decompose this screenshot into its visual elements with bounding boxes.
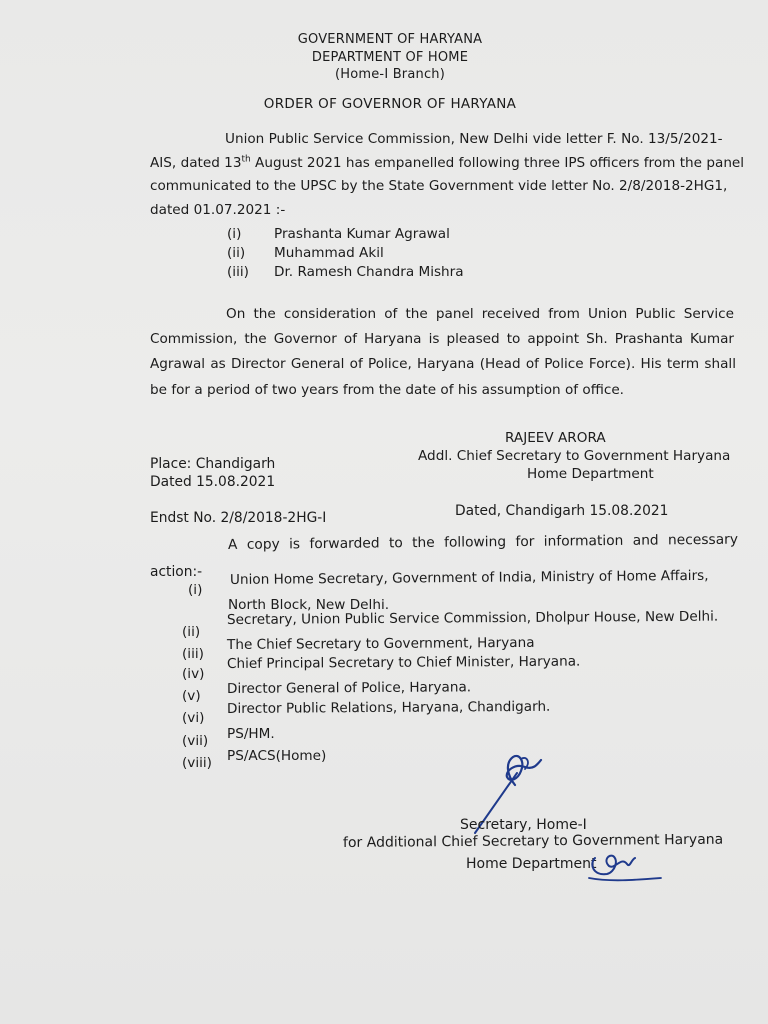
recipient-text: Chief Principal Secretary to Chief Minister, Haryana.	[226, 653, 581, 672]
order-title: ORDER OF GOVERNOR OF HARYANA	[263, 96, 517, 112]
recipient-num: (vi)	[182, 710, 205, 726]
place-line: Place: Chandigarh	[150, 456, 276, 472]
footer-sign-title: Secretary, Home-I	[460, 817, 587, 833]
footer-sign-department: Home Department	[466, 856, 597, 872]
endst-number: Endst No. 2/8/2018-2HG-I	[150, 510, 327, 526]
recipient-num: (iii)	[182, 646, 204, 662]
para2-line2: Commission, the Governor of Haryana is pleased to appoint Sh. Prashanta Kumar	[150, 331, 734, 347]
officer-name: Dr. Ramesh Chandra Mishra	[274, 264, 464, 280]
para1-line2-b: August 2021 has empanelled following three IPS officers from the panel	[250, 155, 745, 171]
dated-line: Dated 15.08.2021	[150, 474, 276, 490]
officer-num: (iii)	[227, 264, 249, 280]
recipient-num: (i)	[188, 582, 203, 598]
para1-line2	[150, 155, 744, 171]
copy-para-line2: action:-	[150, 564, 203, 580]
officer-name: Muhammad Akil	[274, 245, 384, 261]
recipient-num: (ii)	[182, 624, 201, 640]
recipient-num: (v)	[182, 688, 201, 704]
recipient-text: Secretary, Union Public Service Commission, Dholpur House, New Delhi.	[226, 608, 719, 628]
para2-line4: be for a period of two years from the date of his assumption of office.	[150, 382, 625, 398]
officer-num: (i)	[227, 226, 242, 242]
recipient-text: Union Home Secretary, Government of India, Ministry of Home Affairs,	[229, 567, 709, 588]
initials-signature	[585, 846, 665, 886]
footer-sign-for: for Additional Chief Secretary to Government Haryana	[342, 831, 724, 851]
header-branch: (Home-I Branch)	[334, 67, 446, 82]
para2-line3: Agrawal as Director General of Police, Haryana (Head of Police Force). His term shall	[150, 356, 736, 372]
signatory-department: Home Department	[527, 466, 654, 482]
header-government: GOVERNMENT OF HARYANA	[297, 32, 483, 47]
para1-line4: dated 01.07.2021 :-	[150, 202, 286, 218]
para1-line3: communicated to the UPSC by the State Government vide letter No. 2/8/2018-2HG1,	[150, 178, 728, 194]
recipient-text-cont: North Block, New Delhi.	[228, 597, 390, 613]
para1-line1: Union Public Service Commission, New Delhi vide letter F. No. 13/5/2021-	[225, 131, 723, 147]
recipient-num: (iv)	[182, 666, 205, 682]
endst-dated: Dated, Chandigarh 15.08.2021	[455, 503, 669, 519]
para1-line2-a: AIS, dated 13	[150, 155, 242, 171]
officer-num: (ii)	[227, 245, 246, 261]
copy-para-line1: A copy is forwarded to the following for information and necessary	[227, 531, 739, 553]
signatory-name: RAJEEV ARORA	[505, 430, 606, 446]
para1-line2-sup: th	[241, 154, 251, 165]
recipient-text: PS/ACS(Home)	[227, 748, 327, 764]
header-department: DEPARTMENT OF HOME	[311, 50, 469, 65]
recipient-text: The Chief Secretary to Government, Haryana	[226, 634, 535, 653]
signatory-designation: Addl. Chief Secretary to Government Haryana	[418, 448, 731, 464]
recipient-text: Director Public Relations, Haryana, Chandigarh.	[226, 698, 551, 717]
para2-line1: On the consideration of the panel received from Union Public Service	[226, 306, 734, 322]
officer-name: Prashanta Kumar Agrawal	[274, 226, 450, 242]
recipient-text: Director General of Police, Haryana.	[226, 679, 472, 697]
recipient-num: (viii)	[182, 755, 212, 771]
recipient-text: PS/HM.	[227, 726, 275, 742]
recipient-num: (vii)	[182, 733, 209, 749]
